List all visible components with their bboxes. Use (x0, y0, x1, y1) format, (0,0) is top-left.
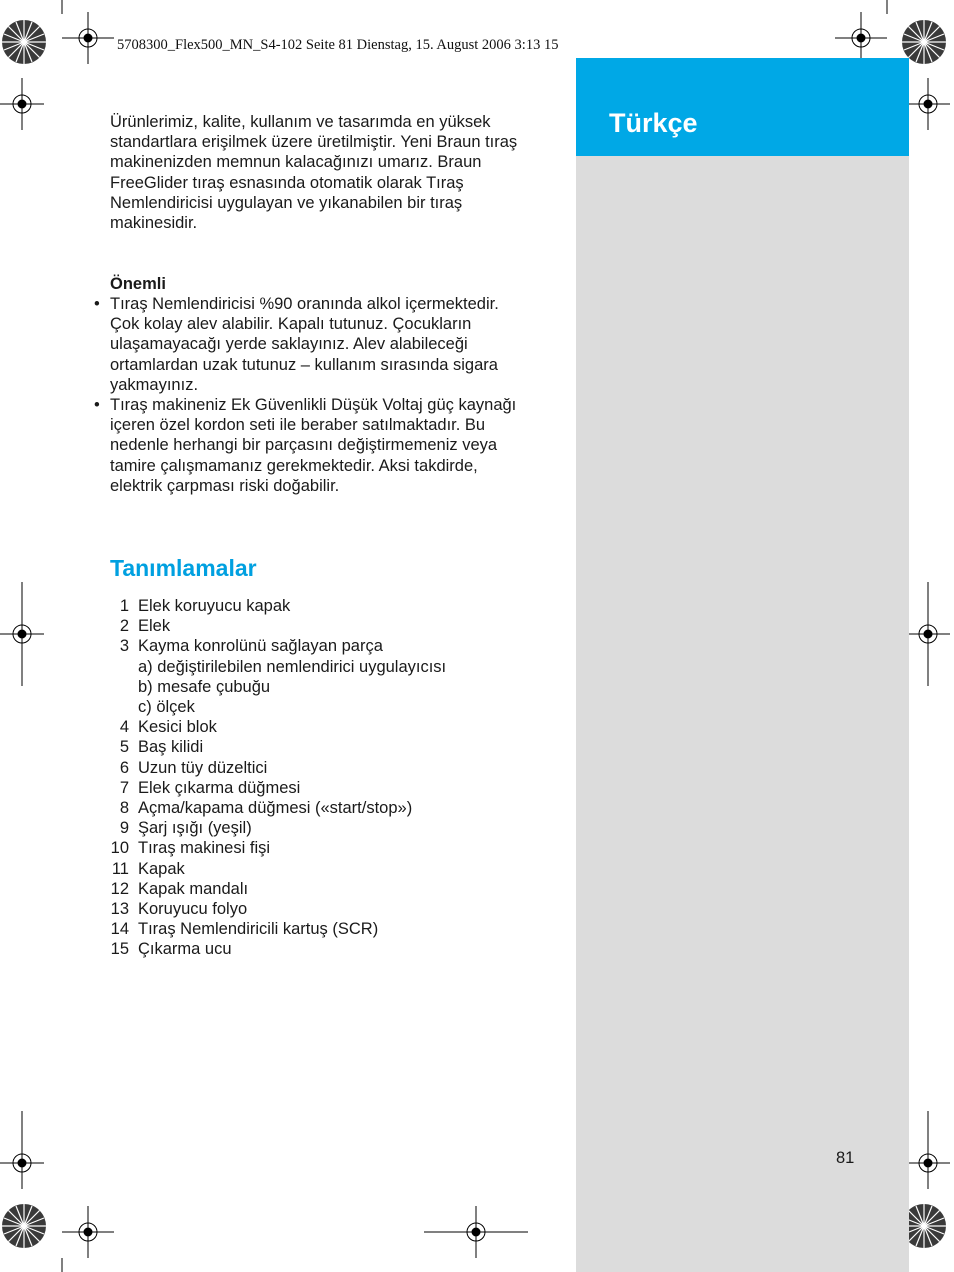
list-item (110, 798, 446, 818)
item-number: 5 (119, 738, 129, 757)
list-subitem: b) mesafe çubuğu (138, 677, 271, 696)
item-number: 15 (110, 940, 129, 959)
important-bullet (94, 294, 565, 395)
item-number: 10 (110, 839, 129, 858)
list-item (110, 859, 446, 879)
item-label: Tıraş makinesi fişi (138, 839, 271, 858)
item-number: 6 (119, 758, 129, 777)
item-number: 1 (119, 597, 129, 615)
bullet-line: Tıraş makineniz Ek Güvenlikli Düşük Voltaj güç kaynağı (110, 396, 517, 415)
list-subitem: c) ölçek (138, 698, 195, 717)
bullet-line: nedenle herhangi bir parçasını değiştirmemeniz veya (110, 436, 498, 455)
list-item (110, 939, 446, 959)
page-number: 81 (836, 1149, 855, 1167)
list-item (110, 596, 446, 616)
item-number: 2 (119, 617, 129, 636)
item-label: Şarj ışığı (yeşil) (138, 819, 252, 838)
list-subitem: a) değiştirilebilen nemlendirici uygulayıcısı (138, 657, 447, 676)
item-label: Baş kilidi (138, 738, 204, 757)
description-heading: Tanımlamalar (110, 555, 257, 581)
list-item (110, 818, 446, 838)
language-title: Türkçe (609, 108, 698, 138)
item-number: 14 (110, 920, 129, 939)
item-number: 13 (110, 900, 129, 919)
item-label: Elek çıkarma düğmesi (138, 778, 301, 797)
item-label: Kayma konrolünü sağlayan parça (138, 637, 383, 656)
intro-line: makinenizden memnun kalacağınızı umarız. Braun (110, 153, 482, 172)
list-item (110, 636, 446, 656)
important-list (94, 294, 565, 496)
important-heading: Önemli (110, 275, 166, 293)
intro-line: standartlara erişilmek üzere üretilmiştir. Yeni Braun tıraş (110, 133, 518, 152)
list-item (110, 616, 446, 636)
intro-line: makinesidir. (110, 214, 198, 233)
item-label: Koruyucu folyo (138, 900, 248, 919)
item-number: 7 (119, 778, 129, 797)
parts-list (110, 596, 446, 960)
language-band (576, 58, 909, 156)
list-item (110, 737, 446, 757)
list-item (110, 717, 446, 737)
intro-line: Nemlendiricisi uygulayan ve yıkanabilen bir tıraş (110, 193, 463, 212)
bullet-line: içeren özel kordon seti ile beraber satılmaktadır. Bu (110, 416, 486, 435)
bullet-line: ortamlardan uzak tutunuz – kullanım sırasında sigara (110, 355, 498, 374)
list-item (110, 919, 446, 939)
side-panel (576, 58, 909, 1272)
item-number: 4 (119, 718, 129, 737)
list-item (110, 758, 446, 778)
item-number: 12 (110, 879, 129, 898)
bullet-icon: • (94, 396, 100, 415)
item-label: Açma/kapama düğmesi («start/stop») (138, 799, 413, 818)
bullet-line: elektrik çarpması riski doğabilir. (110, 476, 340, 495)
print-info-header: 5708300_Flex500_MN_S4-102 Seite 81 Dienstag, 15. August 2006 3:13 15 (117, 37, 559, 53)
list-item (110, 778, 446, 798)
item-number: 11 (111, 859, 129, 878)
item-number: 9 (119, 819, 129, 838)
item-label: Çıkarma ucu (138, 940, 232, 959)
item-label: Kapak mandalı (138, 879, 249, 898)
item-label: Elek (138, 617, 171, 636)
item-label: Kesici blok (138, 718, 217, 737)
bullet-line: yakmayınız. (110, 375, 199, 394)
list-item (110, 838, 446, 858)
intro-paragraph (110, 112, 565, 233)
item-label: Tıraş Nemlendiricili kartuş (SCR) (138, 920, 379, 939)
intro-line: Ürünlerimiz, kalite, kullanım ve tasarımda en yüksek (110, 113, 491, 131)
bullet-line: tamire çalışmamanız gerekmektedir. Aksi takdirde, (110, 456, 478, 475)
bullet-line: ulaşamayacağı yerde saklayınız. Alev alabileceği (110, 335, 468, 354)
intro-line: FreeGlider tıraş esnasında otomatik olarak Tıraş (110, 173, 464, 192)
item-label: Uzun tüy düzeltici (138, 758, 268, 777)
bullet-icon: • (94, 295, 100, 313)
list-item (110, 879, 446, 899)
item-number: 8 (119, 799, 129, 818)
bullet-line: Tıraş Nemlendiricisi %90 oranında alkol içermektedir. (110, 295, 499, 313)
bullet-line: Çok kolay alev alabilir. Kapalı tutunuz. Çocukların (110, 315, 472, 334)
item-label: Kapak (138, 859, 185, 878)
list-item (110, 899, 446, 919)
item-label: Elek koruyucu kapak (138, 597, 291, 615)
important-bullet (94, 395, 565, 496)
item-number: 3 (119, 637, 129, 656)
